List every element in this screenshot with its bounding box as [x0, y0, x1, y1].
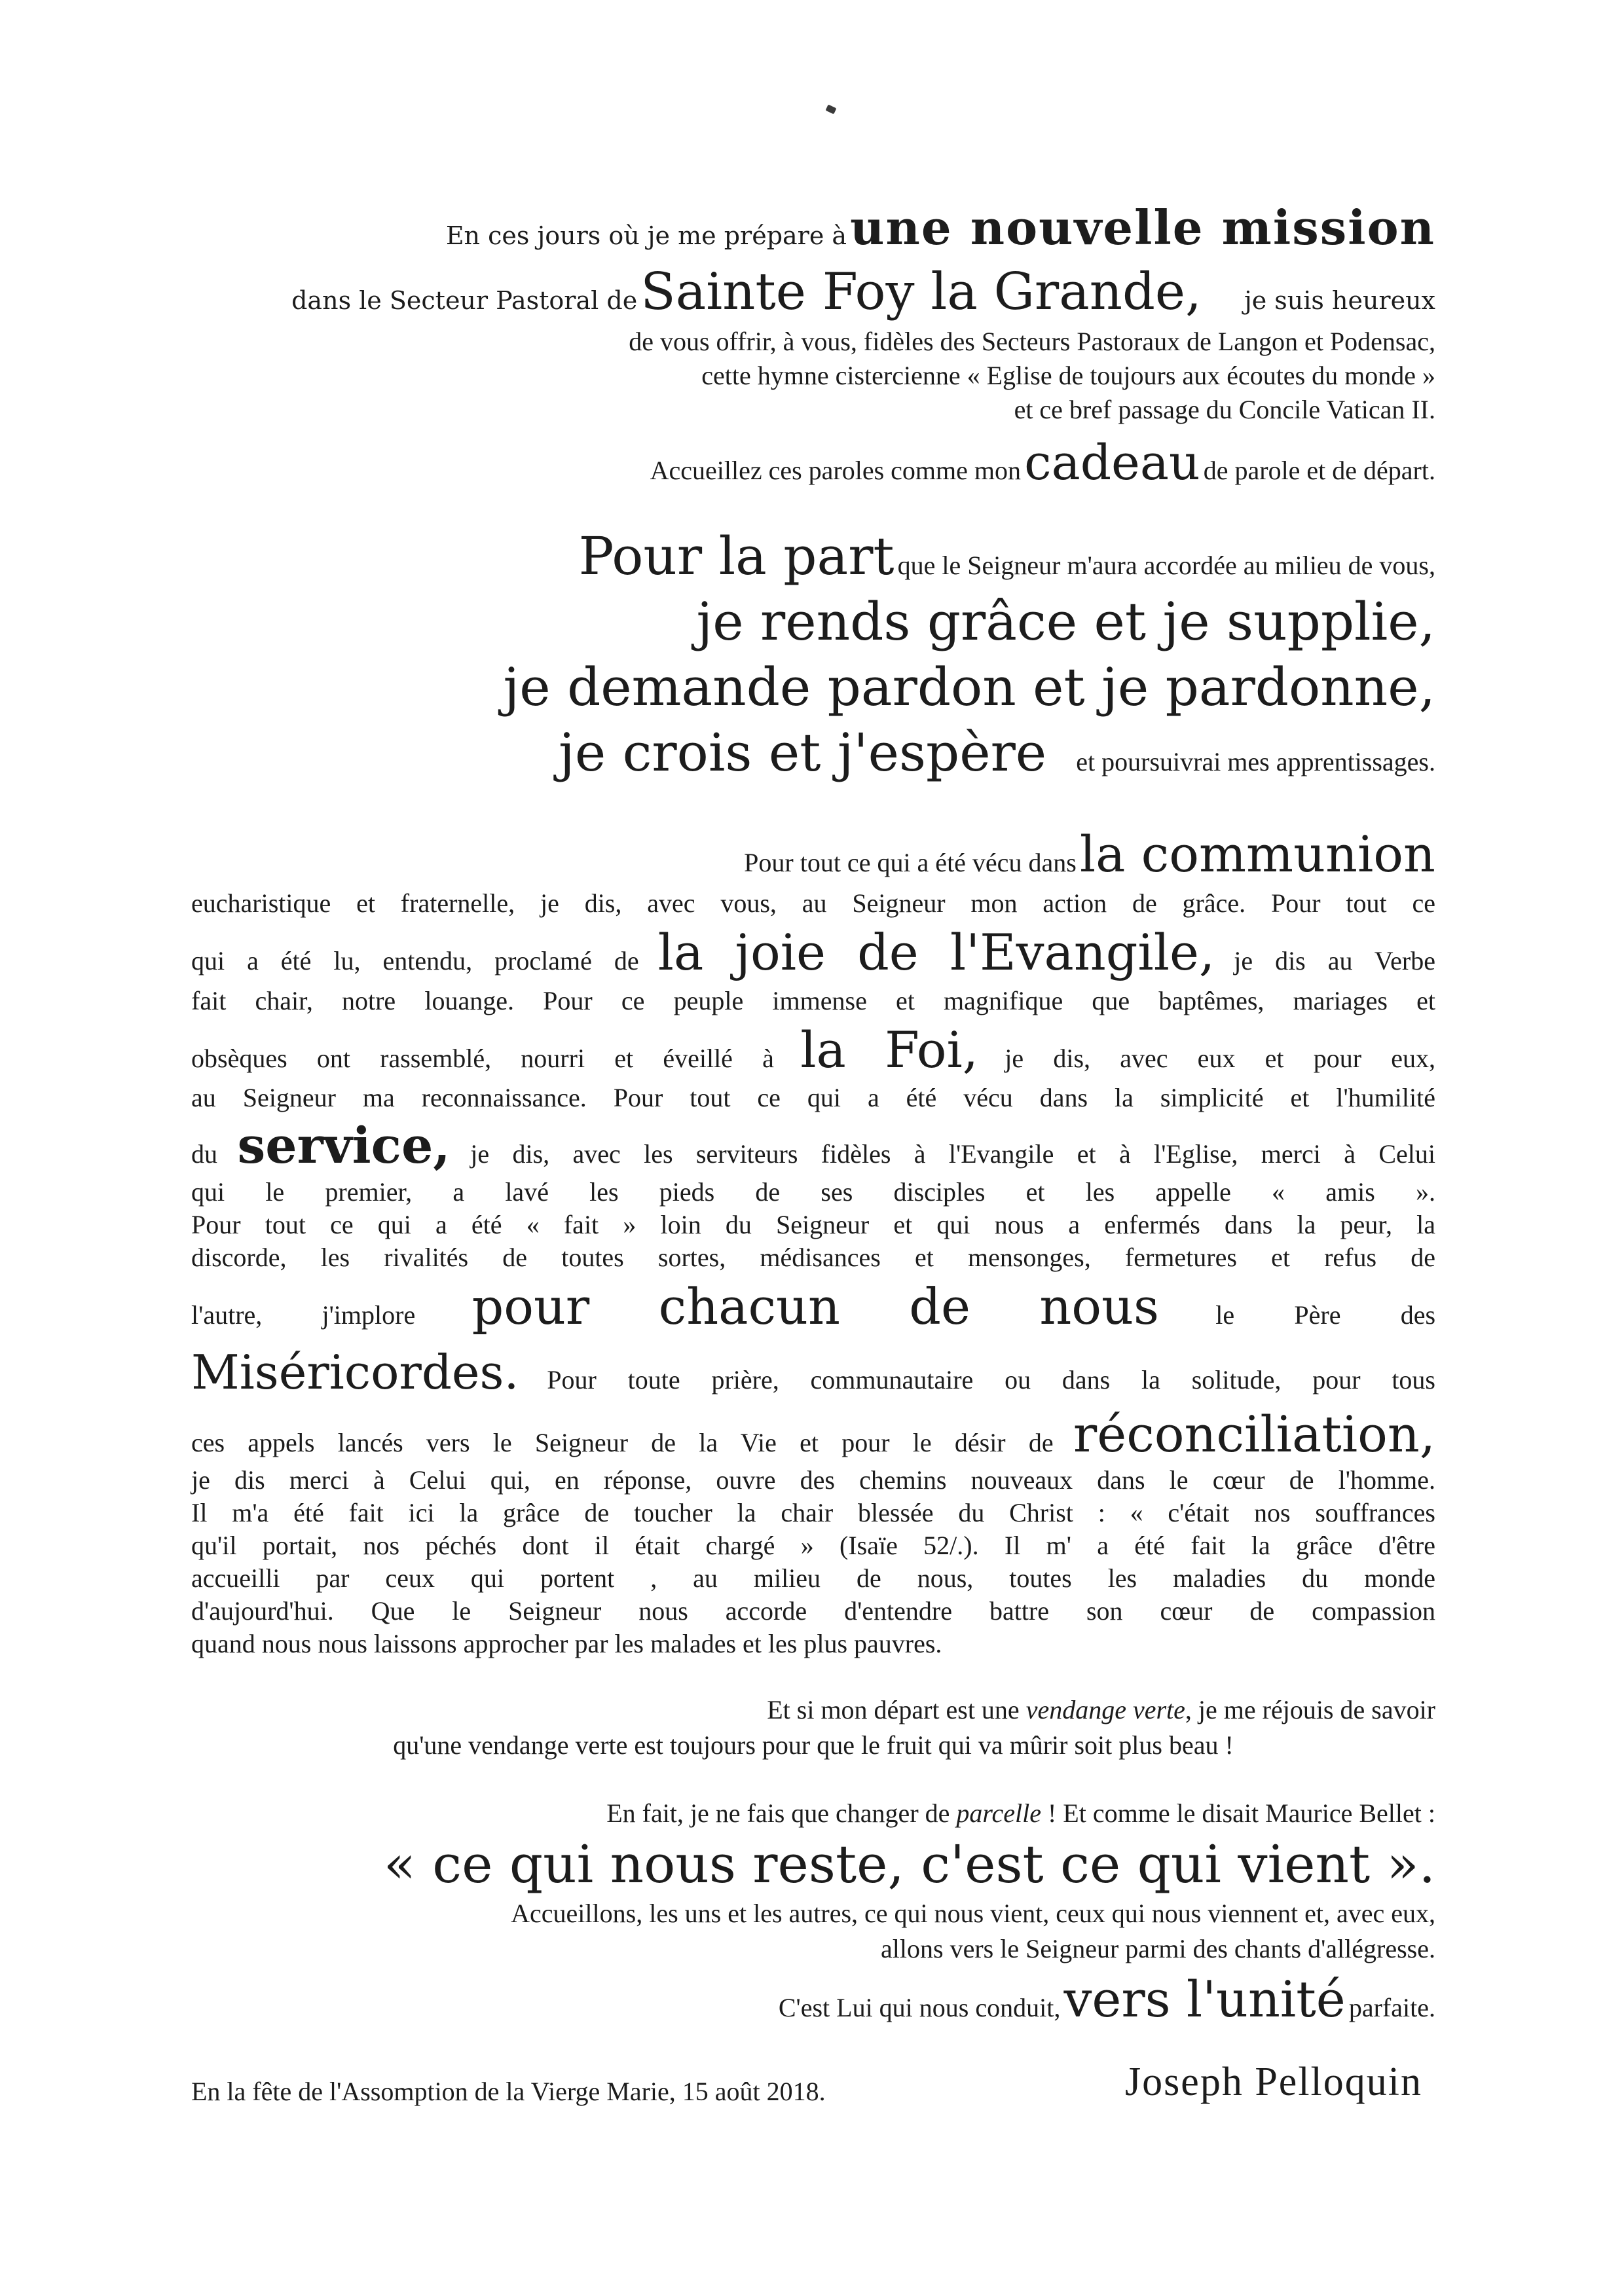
body-line-15: Il m'a été fait ici la grâce de toucher la chair blessée du Christ : « c'était nos souffrances [191, 1498, 1435, 1527]
body-line-17: accueilli par ceux qui portent , au milieu de nous, toutes les maladies du monde [191, 1563, 1435, 1593]
highlight-reconciliation: réconciliation, [1073, 1405, 1435, 1463]
closing-text: En fait, je ne fais que changer de [606, 1798, 950, 1828]
hymn-line-3: je demande pardon et je pardonne, [503, 657, 1435, 718]
highlight-je-crois: je crois et j'espère [559, 722, 1047, 783]
closing-line-5 [191, 1967, 1435, 2032]
body-section [191, 825, 1435, 1660]
vendange-line-1 [191, 1692, 1435, 1728]
body-line-7 [191, 1116, 1435, 1176]
highlight-sainte-foy: Sainte Foy la Grande, [640, 263, 1202, 321]
closing-text: parfaite. [1348, 1993, 1435, 2022]
body-text: le Père des [1215, 1300, 1436, 1330]
body-line-12 [191, 1339, 1435, 1405]
hymn-line-1 [191, 524, 1435, 589]
highlight-service: service, [237, 1116, 451, 1175]
highlight-nouvelle-mission: une nouvelle mission [850, 200, 1435, 255]
vendange-section [191, 1692, 1435, 1763]
intro-line-3: de vous offrir, à vous, fidèles des Secteurs Pastoraux de Langon et Podensac, [629, 327, 1435, 356]
body-line-2: eucharistique et fraternelle, je dis, avec vous, au Seigneur mon action de grâce. Pour tout ce [191, 888, 1435, 918]
body-line-10: discorde, les rivalités de toutes sortes, médisances et mensonges, fermetures et refus de [191, 1243, 1435, 1272]
body-line-18: d'aujourd'hui. Que le Seigneur nous accorde d'entendre battre son cœur de compassion [191, 1596, 1435, 1626]
body-line-3 [191, 923, 1435, 982]
body-line-1 [191, 825, 1435, 884]
highlight-pour-la-part: Pour la part [578, 526, 895, 587]
signature: Joseph Pelloquin [1125, 2060, 1422, 2104]
highlight-la-foi: la Foi, [800, 1021, 978, 1079]
intro-line-5: et ce bref passage du Concile Vatican II. [1014, 395, 1435, 424]
closing-quote: « ce qui nous reste, c'est ce qui vient ». [383, 1834, 1435, 1895]
body-line-6: au Seigneur ma reconnaissance. Pour tout ce qui a été vécu dans la simplicité et l'humilité [191, 1083, 1435, 1112]
highlight-pour-chacun: pour chacun de nous [471, 1277, 1159, 1336]
intro-text: je suis heureux [1244, 286, 1435, 315]
highlight-parcelle: parcelle [956, 1798, 1041, 1828]
body-line-8: qui le premier, a lavé les pieds de ses disciples et les appelle « amis ». [191, 1177, 1435, 1207]
body-text: ces appels lancés vers le Seigneur de la Vie et pour le désir de [191, 1428, 1054, 1457]
vendange-text: , je me réjouis de savoir [1185, 1695, 1435, 1724]
body-line-11 [191, 1274, 1435, 1339]
body-line-13 [191, 1405, 1435, 1464]
highlight-vendange-verte: vendange verte [1025, 1695, 1185, 1724]
closing-text: C'est Lui qui nous conduit, [778, 1993, 1061, 2022]
hymn-section [191, 524, 1435, 786]
body-text: Pour toute prière, communautaire ou dans la solitude, pour tous [547, 1365, 1435, 1394]
highlight-misericordes: Miséricordes. [191, 1345, 519, 1400]
vendange-line-2: qu'une vendange verte est toujours pour que le fruit qui va mûrir soit plus beau ! [393, 1730, 1234, 1760]
closing-line-1 [191, 1794, 1435, 1833]
date-text: En la fête de l'Assomption de la Vierge Marie, 15 août 2018. [191, 2077, 826, 2106]
body-text: obsèques ont rassemblé, nourri et éveillé à [191, 1044, 774, 1073]
intro-section [191, 196, 1435, 499]
intro-text: Accueillez ces paroles comme mon [650, 456, 1022, 485]
body-line-19: quand nous nous laissons approcher par les malades et les plus pauvres. [191, 1629, 942, 1658]
body-text: je dis au Verbe [1234, 946, 1435, 975]
intro-line-4: cette hymne cistercienne « Eglise de toujours aux écoutes du monde » [701, 361, 1435, 390]
body-line-5 [191, 1020, 1435, 1080]
intro-text: de parole et de départ. [1203, 456, 1435, 485]
highlight-vers-unite: vers l'unité [1063, 1970, 1346, 2028]
footer [191, 2059, 1435, 2124]
paper-speck [826, 105, 837, 115]
hymn-text: et poursuivrai mes apprentissages. [1076, 747, 1435, 776]
highlight-joie-evangile: la joie de l'Evangile, [657, 923, 1215, 981]
body-line-16: qu'il portait, nos péchés dont il était chargé » (Isaïe 52/.). Il m' a été fait la grâce d'être [191, 1531, 1435, 1560]
footer-date [191, 2076, 826, 2107]
body-text: Pour tout ce qui a été vécu dans [744, 848, 1077, 877]
highlight-communion: la communion [1079, 825, 1435, 883]
hymn-line-4 [191, 720, 1435, 786]
closing-section [191, 1794, 1435, 2032]
intro-line-1 [191, 196, 1435, 259]
body-text: je dis, avec les serviteurs fidèles à l'Evangile et à l'Eglise, merci à Celui [470, 1139, 1435, 1169]
body-text: du [191, 1139, 217, 1169]
intro-line-6 [191, 427, 1435, 499]
intro-line-2 [191, 259, 1435, 325]
hymn-text: que le Seigneur m'aura accordée au milieu de vous, [897, 551, 1435, 580]
body-line-9: Pour tout ce qui a été « fait » loin du Seigneur et qui nous a enfermés dans la peur, la [191, 1210, 1435, 1239]
closing-line-3: Accueillons, les uns et les autres, ce qui nous vient, ceux qui nous viennent et, avec eux, [511, 1899, 1435, 1928]
highlight-cadeau: cadeau [1024, 435, 1200, 491]
body-text: je dis, avec eux et pour eux, [1005, 1044, 1435, 1073]
body-line-14: je dis merci à Celui qui, en réponse, ouvre des chemins nouveaux dans le cœur de l'homme. [191, 1465, 1435, 1495]
body-text: qui a été lu, entendu, proclamé de [191, 946, 639, 975]
vendange-text: Et si mon départ est une [767, 1695, 1020, 1724]
body-text: l'autre, j'implore [191, 1300, 416, 1330]
hymn-line-2: je rends grâce et je supplie, [696, 591, 1435, 652]
closing-line-4: allons vers le Seigneur parmi des chants d'allégresse. [881, 1934, 1435, 1963]
body-line-4: fait chair, notre louange. Pour ce peuple immense et magnifique que baptêmes, mariages et [191, 986, 1435, 1015]
intro-text: dans le Secteur Pastoral de [291, 286, 638, 315]
intro-text: En ces jours où je me prépare à [445, 221, 847, 250]
closing-text: ! Et comme le disait Maurice Bellet : [1047, 1798, 1435, 1828]
